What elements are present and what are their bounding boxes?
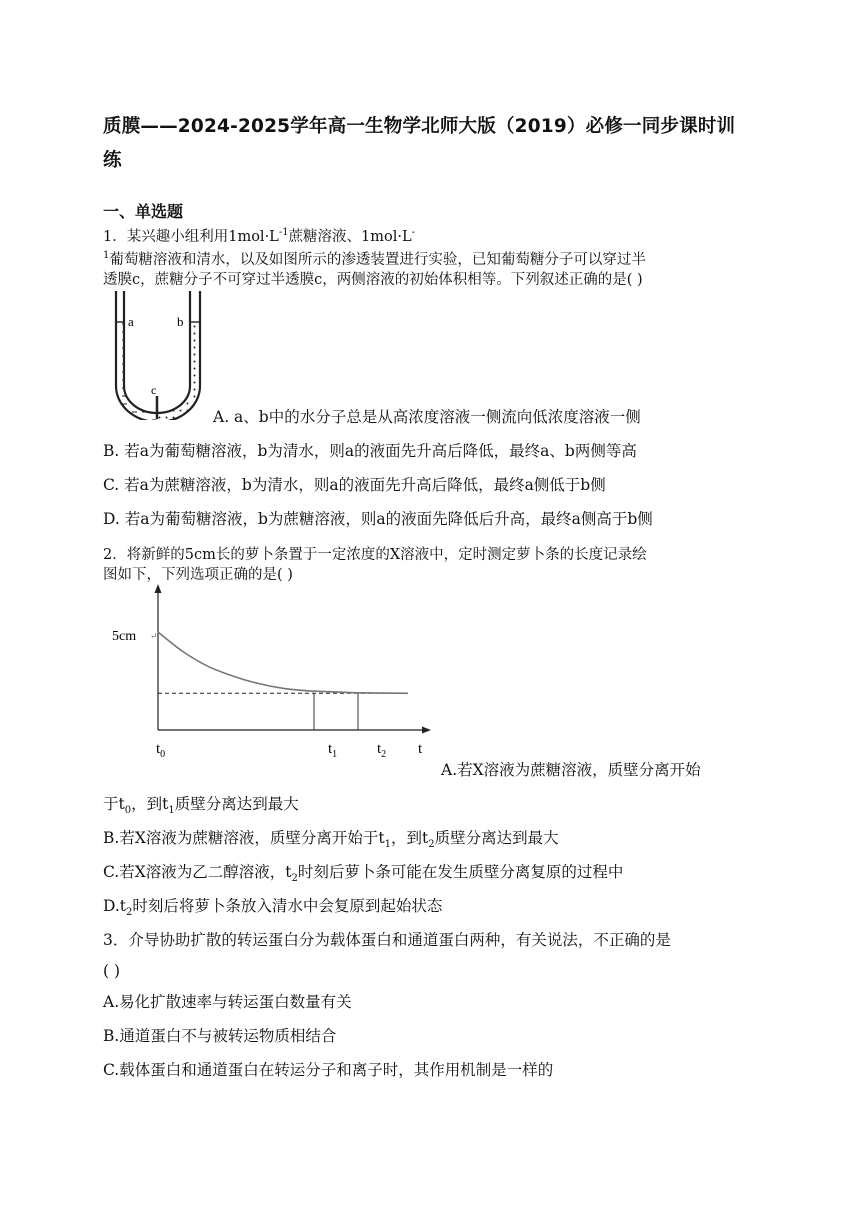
length-time-chart bbox=[100, 582, 440, 764]
u-tube-diagram bbox=[100, 288, 212, 420]
q1-stem-line-2: $^1$葡萄糖溶液和清水，以及如图所示的渗透装置进行实验，已知葡萄糖分子可以穿过半 bbox=[103, 250, 646, 268]
q1-option-a: A. a、b中的水分子总是从高浓度溶液一侧流向低浓度溶液一侧 bbox=[213, 408, 641, 426]
label-c: c bbox=[151, 383, 157, 397]
page-title-line-1: 质膜——2024-2025学年高一生物学北师大版（2019）必修一同步课时训 bbox=[103, 116, 736, 137]
q2-option-a-line-1: A.若X溶液为蔗糖溶液，质壁分离开始 bbox=[441, 761, 701, 779]
q2-option-d: $D.t_2$时刻后将萝卜条放入清水中会复原到起始状态 bbox=[103, 897, 443, 919]
q2-stem-line-1: 2．将新鲜的5cm长的萝卜条置于一定浓度的X溶液中，定时测定萝卜条的长度记录绘 bbox=[103, 547, 647, 563]
label-b: b bbox=[177, 314, 184, 329]
y-axis-arrow bbox=[155, 584, 162, 593]
q1-option-d: D. 若a为葡萄糖溶液，b为蔗糖溶液，则a的液面先降低后升高，最终a侧高于b侧 bbox=[103, 510, 653, 528]
label-a: a bbox=[128, 314, 134, 329]
q2-option-b: B.若X溶液为蔗糖溶液，质壁分离开始于$t_1$，到$t_2$质壁分离达到最大 bbox=[103, 829, 559, 851]
q2-stem-line-2: 图如下，下列选项正确的是( ) bbox=[103, 567, 293, 583]
x-tick-label-t0: $t_0$ bbox=[156, 741, 166, 760]
q1-stem-line-3: 透膜c，蔗糖分子不可穿过半透膜c，两侧溶液的初始体积相等。下列叙述正确的是( ) bbox=[103, 272, 643, 288]
q1-option-c: C. 若a为蔗糖溶液，b为清水，则a的液面先升高后降低，最终a侧低于b侧 bbox=[103, 476, 606, 494]
q3-option-b: B.通道蛋白不与被转运物质相结合 bbox=[103, 1027, 337, 1045]
x-axis-arrow bbox=[422, 727, 431, 734]
x-tick-label-t1: $t_1$ bbox=[328, 741, 338, 760]
q3-option-c: C.载体蛋白和通道蛋白在转运分子和离子时，其作用机制是一样的 bbox=[103, 1061, 554, 1079]
x-axis-label-t: t bbox=[418, 741, 423, 757]
q1-option-b: B. 若a为葡萄糖溶液，b为清水，则a的液面先升高后降低，最终a、b两侧等高 bbox=[103, 442, 637, 460]
q2-option-c: C.若X溶液为乙二醇溶液，$t_2$时刻后萝卜条可能在发生质壁分离复原的过程中 bbox=[103, 863, 624, 885]
q2-option-a-line-2: 于$t_0$，到$t_1$质壁分离达到最大 bbox=[103, 795, 299, 817]
svg-text:↵: ↵ bbox=[150, 631, 158, 641]
length-curve bbox=[158, 632, 408, 693]
page-title-line-2: 练 bbox=[103, 150, 122, 171]
section-heading: 一、单选题 bbox=[103, 202, 184, 221]
q3-stem-line-2: ( ) bbox=[103, 962, 121, 980]
q3-stem-line-1: 3．介导协助扩散的转运蛋白分为载体蛋白和通道蛋白两种，有关说法，不正确的是 bbox=[103, 931, 671, 949]
u-tube-inner-wall bbox=[124, 291, 190, 413]
q3-option-a: A.易化扩散速率与转运蛋白数量有关 bbox=[103, 993, 352, 1011]
y-tick-label-5cm: 5cm bbox=[112, 629, 137, 644]
q1-stem-line-1: 1．某兴趣小组利用$1mol\cdot L^{-1}$蔗糖溶液、1mol·L- bbox=[103, 227, 416, 245]
x-tick-label-t2: $t_2$ bbox=[377, 741, 387, 760]
